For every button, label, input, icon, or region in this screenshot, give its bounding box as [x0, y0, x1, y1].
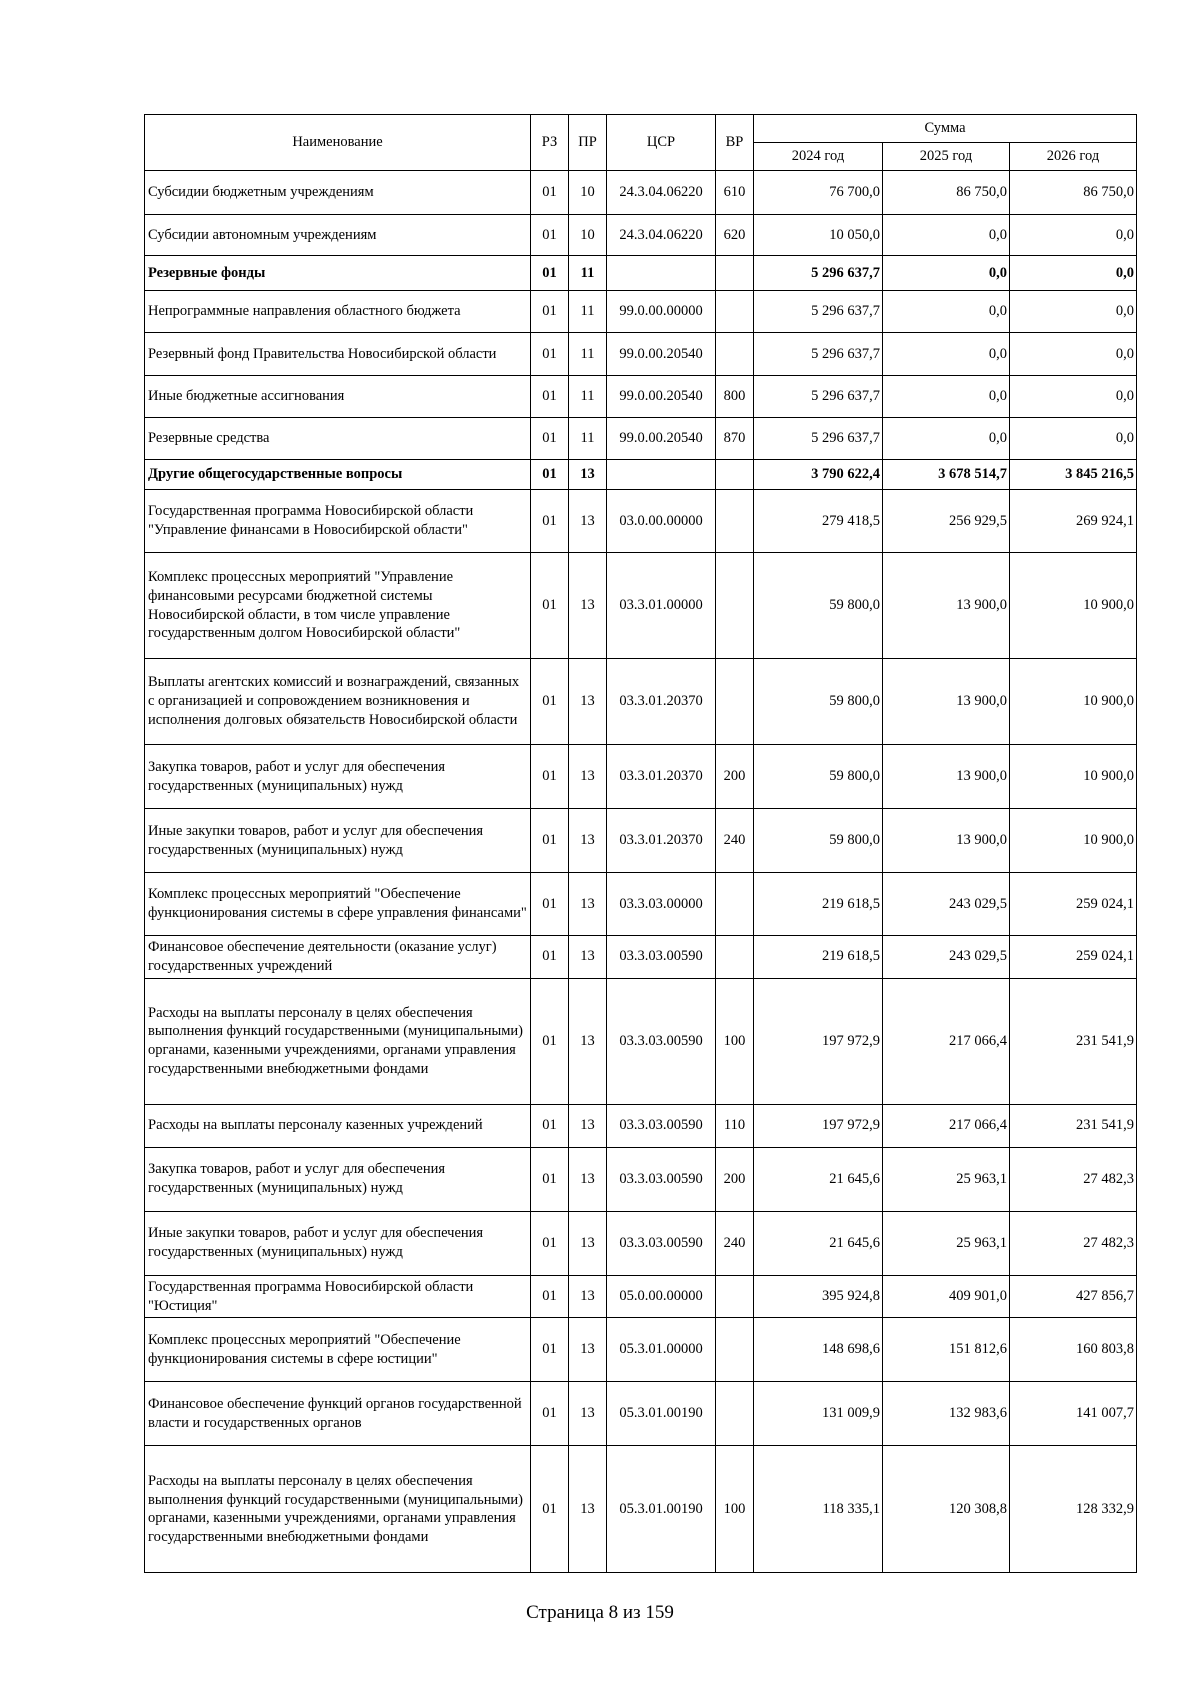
cell-2025: 151 812,6	[883, 1318, 1010, 1382]
cell-rz: 01	[531, 745, 569, 809]
table-row	[145, 1275, 1137, 1318]
cell-rz: 01	[531, 809, 569, 873]
cell-2025: 13 900,0	[883, 809, 1010, 873]
cell-2026: 269 924,1	[1010, 490, 1137, 553]
cell-vr: 200	[716, 1147, 754, 1211]
cell-pr: 11	[569, 291, 607, 333]
cell-2026: 0,0	[1010, 333, 1137, 376]
cell-2025: 0,0	[883, 418, 1010, 460]
cell-2026: 160 803,8	[1010, 1318, 1137, 1382]
table-row	[145, 809, 1137, 873]
cell-name: Финансовое обеспечение функций органов государственной власти и государственных органов	[145, 1382, 531, 1446]
cell-csr: 05.3.01.00190	[607, 1382, 716, 1446]
cell-2024: 118 335,1	[754, 1446, 883, 1573]
table-row	[145, 978, 1137, 1104]
cell-csr: 05.3.01.00000	[607, 1318, 716, 1382]
cell-csr: 24.3.04.06220	[607, 215, 716, 256]
cell-name: Расходы на выплаты персоналу казенных учреждений	[145, 1104, 531, 1147]
cell-2024: 148 698,6	[754, 1318, 883, 1382]
cell-2025: 256 929,5	[883, 490, 1010, 553]
cell-vr	[716, 1275, 754, 1318]
cell-2026: 0,0	[1010, 418, 1137, 460]
cell-name: Субсидии бюджетным учреждениям	[145, 171, 531, 215]
cell-name: Закупка товаров, работ и услуг для обеспечения государственных (муниципальных) нужд	[145, 1147, 531, 1211]
cell-2024: 5 296 637,7	[754, 333, 883, 376]
cell-name: Комплекс процессных мероприятий "Обеспечение функционирования системы в сфере управления финансами"	[145, 873, 531, 936]
cell-vr	[716, 291, 754, 333]
cell-2026: 128 332,9	[1010, 1446, 1137, 1573]
cell-name: Другие общегосударственные вопросы	[145, 460, 531, 490]
cell-name: Государственная программа Новосибирской области "Управление финансами в Новосибирской области"	[145, 490, 531, 553]
cell-vr: 800	[716, 376, 754, 418]
cell-rz: 01	[531, 553, 569, 659]
cell-2024: 5 296 637,7	[754, 376, 883, 418]
cell-csr: 03.3.03.00000	[607, 873, 716, 936]
header-csr: ЦСР	[607, 115, 716, 171]
cell-2024: 5 296 637,7	[754, 291, 883, 333]
cell-2026: 10 900,0	[1010, 659, 1137, 745]
table-row	[145, 291, 1137, 333]
cell-2024: 279 418,5	[754, 490, 883, 553]
cell-vr	[716, 1318, 754, 1382]
cell-vr	[716, 553, 754, 659]
cell-vr: 240	[716, 809, 754, 873]
cell-name: Непрограммные направления областного бюджета	[145, 291, 531, 333]
cell-2024: 3 790 622,4	[754, 460, 883, 490]
header-sum: Сумма	[754, 115, 1137, 143]
cell-2025: 0,0	[883, 215, 1010, 256]
cell-2025: 243 029,5	[883, 936, 1010, 979]
cell-csr: 03.3.03.00590	[607, 978, 716, 1104]
cell-csr: 03.3.01.20370	[607, 745, 716, 809]
cell-2025: 0,0	[883, 256, 1010, 291]
cell-2024: 219 618,5	[754, 873, 883, 936]
cell-csr: 03.3.01.20370	[607, 809, 716, 873]
cell-vr: 110	[716, 1104, 754, 1147]
cell-2026: 3 845 216,5	[1010, 460, 1137, 490]
table-row	[145, 256, 1137, 291]
cell-pr: 13	[569, 1275, 607, 1318]
cell-2024: 10 050,0	[754, 215, 883, 256]
cell-2024: 131 009,9	[754, 1382, 883, 1446]
cell-vr	[716, 460, 754, 490]
cell-pr: 13	[569, 460, 607, 490]
cell-2025: 132 983,6	[883, 1382, 1010, 1446]
cell-pr: 13	[569, 1446, 607, 1573]
cell-vr: 240	[716, 1211, 754, 1275]
cell-pr: 10	[569, 215, 607, 256]
cell-csr: 24.3.04.06220	[607, 171, 716, 215]
cell-pr: 13	[569, 1104, 607, 1147]
cell-name: Финансовое обеспечение деятельности (оказание услуг) государственных учреждений	[145, 936, 531, 979]
cell-csr: 05.0.00.00000	[607, 1275, 716, 1318]
cell-rz: 01	[531, 376, 569, 418]
cell-2026: 27 482,3	[1010, 1211, 1137, 1275]
cell-rz: 01	[531, 659, 569, 745]
cell-2026: 141 007,7	[1010, 1382, 1137, 1446]
cell-vr	[716, 333, 754, 376]
cell-2026: 259 024,1	[1010, 873, 1137, 936]
budget-table	[144, 114, 1137, 1573]
cell-vr	[716, 659, 754, 745]
header-rz: РЗ	[531, 115, 569, 171]
cell-pr: 11	[569, 256, 607, 291]
cell-csr: 99.0.00.00000	[607, 291, 716, 333]
cell-rz: 01	[531, 256, 569, 291]
cell-csr: 99.0.00.20540	[607, 418, 716, 460]
cell-2026: 0,0	[1010, 376, 1137, 418]
cell-pr: 11	[569, 333, 607, 376]
cell-2026: 10 900,0	[1010, 809, 1137, 873]
cell-name: Иные бюджетные ассигнования	[145, 376, 531, 418]
table-row	[145, 333, 1137, 376]
cell-name: Резервные средства	[145, 418, 531, 460]
cell-pr: 10	[569, 171, 607, 215]
cell-2024: 219 618,5	[754, 936, 883, 979]
cell-2025: 217 066,4	[883, 1104, 1010, 1147]
cell-2024: 59 800,0	[754, 659, 883, 745]
cell-pr: 11	[569, 418, 607, 460]
cell-csr: 03.3.01.20370	[607, 659, 716, 745]
cell-rz: 01	[531, 291, 569, 333]
cell-rz: 01	[531, 1382, 569, 1446]
header-year-2026: 2026 год	[1010, 143, 1137, 171]
cell-2024: 59 800,0	[754, 553, 883, 659]
cell-pr: 13	[569, 1382, 607, 1446]
cell-2024: 5 296 637,7	[754, 418, 883, 460]
cell-2025: 217 066,4	[883, 978, 1010, 1104]
cell-rz: 01	[531, 460, 569, 490]
cell-name: Комплекс процессных мероприятий "Управление финансовыми ресурсами бюджетной системы Новосибирской области, в том числе управление государственным долгом Новосибирской области"	[145, 553, 531, 659]
cell-2025: 13 900,0	[883, 745, 1010, 809]
cell-pr: 13	[569, 745, 607, 809]
header-name: Наименование	[145, 115, 531, 171]
table-row	[145, 1104, 1137, 1147]
cell-2025: 86 750,0	[883, 171, 1010, 215]
cell-pr: 13	[569, 978, 607, 1104]
cell-name: Расходы на выплаты персоналу в целях обеспечения выполнения функций государственными (муниципальными) органами, казенными учреждениями, органами управления государственными внебюджетными фондами	[145, 1446, 531, 1573]
cell-csr: 03.3.03.00590	[607, 1147, 716, 1211]
cell-2026: 10 900,0	[1010, 553, 1137, 659]
cell-rz: 01	[531, 1211, 569, 1275]
cell-2025: 25 963,1	[883, 1147, 1010, 1211]
cell-csr	[607, 460, 716, 490]
cell-2025: 120 308,8	[883, 1446, 1010, 1573]
cell-2026: 27 482,3	[1010, 1147, 1137, 1211]
cell-2024: 76 700,0	[754, 171, 883, 215]
cell-name: Расходы на выплаты персоналу в целях обеспечения выполнения функций государственными (муниципальными) органами, казенными учреждениями, органами управления государственными внебюджетными фондами	[145, 978, 531, 1104]
cell-pr: 13	[569, 490, 607, 553]
cell-name: Субсидии автономным учреждениям	[145, 215, 531, 256]
cell-2026: 259 024,1	[1010, 936, 1137, 979]
cell-vr: 100	[716, 978, 754, 1104]
cell-rz: 01	[531, 1446, 569, 1573]
cell-vr	[716, 873, 754, 936]
cell-pr: 13	[569, 1318, 607, 1382]
table-row	[145, 659, 1137, 745]
header-year-2024: 2024 год	[754, 143, 883, 171]
header-vr: ВР	[716, 115, 754, 171]
cell-2024: 197 972,9	[754, 1104, 883, 1147]
table-row	[145, 1382, 1137, 1446]
cell-csr: 03.3.03.00590	[607, 1104, 716, 1147]
cell-name: Резервный фонд Правительства Новосибирской области	[145, 333, 531, 376]
cell-2026: 0,0	[1010, 215, 1137, 256]
table-row	[145, 553, 1137, 659]
cell-rz: 01	[531, 1275, 569, 1318]
cell-rz: 01	[531, 490, 569, 553]
cell-2024: 395 924,8	[754, 1275, 883, 1318]
table-row	[145, 1446, 1137, 1573]
header-pr: ПР	[569, 115, 607, 171]
cell-csr	[607, 256, 716, 291]
cell-pr: 13	[569, 809, 607, 873]
cell-2025: 3 678 514,7	[883, 460, 1010, 490]
cell-csr: 03.3.03.00590	[607, 936, 716, 979]
cell-2026: 86 750,0	[1010, 171, 1137, 215]
table-row	[145, 936, 1137, 979]
cell-rz: 01	[531, 215, 569, 256]
cell-name: Закупка товаров, работ и услуг для обеспечения государственных (муниципальных) нужд	[145, 745, 531, 809]
table-row	[145, 1147, 1137, 1211]
cell-2025: 0,0	[883, 291, 1010, 333]
cell-pr: 11	[569, 376, 607, 418]
cell-name: Иные закупки товаров, работ и услуг для обеспечения государственных (муниципальных) нужд	[145, 809, 531, 873]
cell-vr	[716, 1382, 754, 1446]
cell-vr	[716, 256, 754, 291]
cell-2024: 5 296 637,7	[754, 256, 883, 291]
cell-pr: 13	[569, 1211, 607, 1275]
cell-vr	[716, 936, 754, 979]
cell-2025: 25 963,1	[883, 1211, 1010, 1275]
page-number: Страница 8 из 159	[526, 1602, 674, 1623]
cell-2024: 59 800,0	[754, 745, 883, 809]
cell-rz: 01	[531, 978, 569, 1104]
cell-rz: 01	[531, 1147, 569, 1211]
table-row	[145, 376, 1137, 418]
cell-2025: 243 029,5	[883, 873, 1010, 936]
cell-csr: 03.3.03.00590	[607, 1211, 716, 1275]
cell-vr: 100	[716, 1446, 754, 1573]
cell-csr: 99.0.00.20540	[607, 376, 716, 418]
cell-2025: 0,0	[883, 333, 1010, 376]
cell-2026: 0,0	[1010, 256, 1137, 291]
cell-rz: 01	[531, 936, 569, 979]
table-row	[145, 171, 1137, 215]
cell-pr: 13	[569, 553, 607, 659]
cell-vr	[716, 490, 754, 553]
cell-csr: 03.3.01.00000	[607, 553, 716, 659]
cell-2026: 231 541,9	[1010, 1104, 1137, 1147]
cell-pr: 13	[569, 1147, 607, 1211]
cell-csr: 99.0.00.20540	[607, 333, 716, 376]
cell-name: Выплаты агентских комиссий и вознаграждений, связанных с организацией и сопровождением возникновения и исполнения долговых обязательств Новосибирской области	[145, 659, 531, 745]
cell-rz: 01	[531, 1318, 569, 1382]
cell-2025: 0,0	[883, 376, 1010, 418]
cell-2024: 59 800,0	[754, 809, 883, 873]
cell-vr: 620	[716, 215, 754, 256]
cell-2024: 21 645,6	[754, 1147, 883, 1211]
table-row	[145, 745, 1137, 809]
table-row	[145, 418, 1137, 460]
cell-2025: 13 900,0	[883, 553, 1010, 659]
cell-name: Иные закупки товаров, работ и услуг для обеспечения государственных (муниципальных) нужд	[145, 1211, 531, 1275]
cell-rz: 01	[531, 171, 569, 215]
cell-2025: 409 901,0	[883, 1275, 1010, 1318]
table-row	[145, 490, 1137, 553]
cell-name: Резервные фонды	[145, 256, 531, 291]
cell-2026: 10 900,0	[1010, 745, 1137, 809]
cell-pr: 13	[569, 936, 607, 979]
table-row	[145, 460, 1137, 490]
table-row	[145, 1318, 1137, 1382]
cell-vr: 870	[716, 418, 754, 460]
header-row	[145, 115, 1137, 143]
cell-vr: 610	[716, 171, 754, 215]
cell-rz: 01	[531, 1104, 569, 1147]
cell-2026: 0,0	[1010, 291, 1137, 333]
header-year-2025: 2025 год	[883, 143, 1010, 171]
cell-name: Государственная программа Новосибирской области "Юстиция"	[145, 1275, 531, 1318]
cell-pr: 13	[569, 873, 607, 936]
table-body	[145, 171, 1137, 1573]
cell-2026: 427 856,7	[1010, 1275, 1137, 1318]
cell-pr: 13	[569, 659, 607, 745]
cell-rz: 01	[531, 418, 569, 460]
table-row	[145, 873, 1137, 936]
cell-rz: 01	[531, 873, 569, 936]
cell-rz: 01	[531, 333, 569, 376]
cell-2026: 231 541,9	[1010, 978, 1137, 1104]
cell-vr: 200	[716, 745, 754, 809]
table-row	[145, 1211, 1137, 1275]
cell-csr: 05.3.01.00190	[607, 1446, 716, 1573]
table-row	[145, 215, 1137, 256]
cell-name: Комплекс процессных мероприятий "Обеспечение функционирования системы в сфере юстиции"	[145, 1318, 531, 1382]
cell-2024: 197 972,9	[754, 978, 883, 1104]
cell-2024: 21 645,6	[754, 1211, 883, 1275]
cell-csr: 03.0.00.00000	[607, 490, 716, 553]
cell-2025: 13 900,0	[883, 659, 1010, 745]
